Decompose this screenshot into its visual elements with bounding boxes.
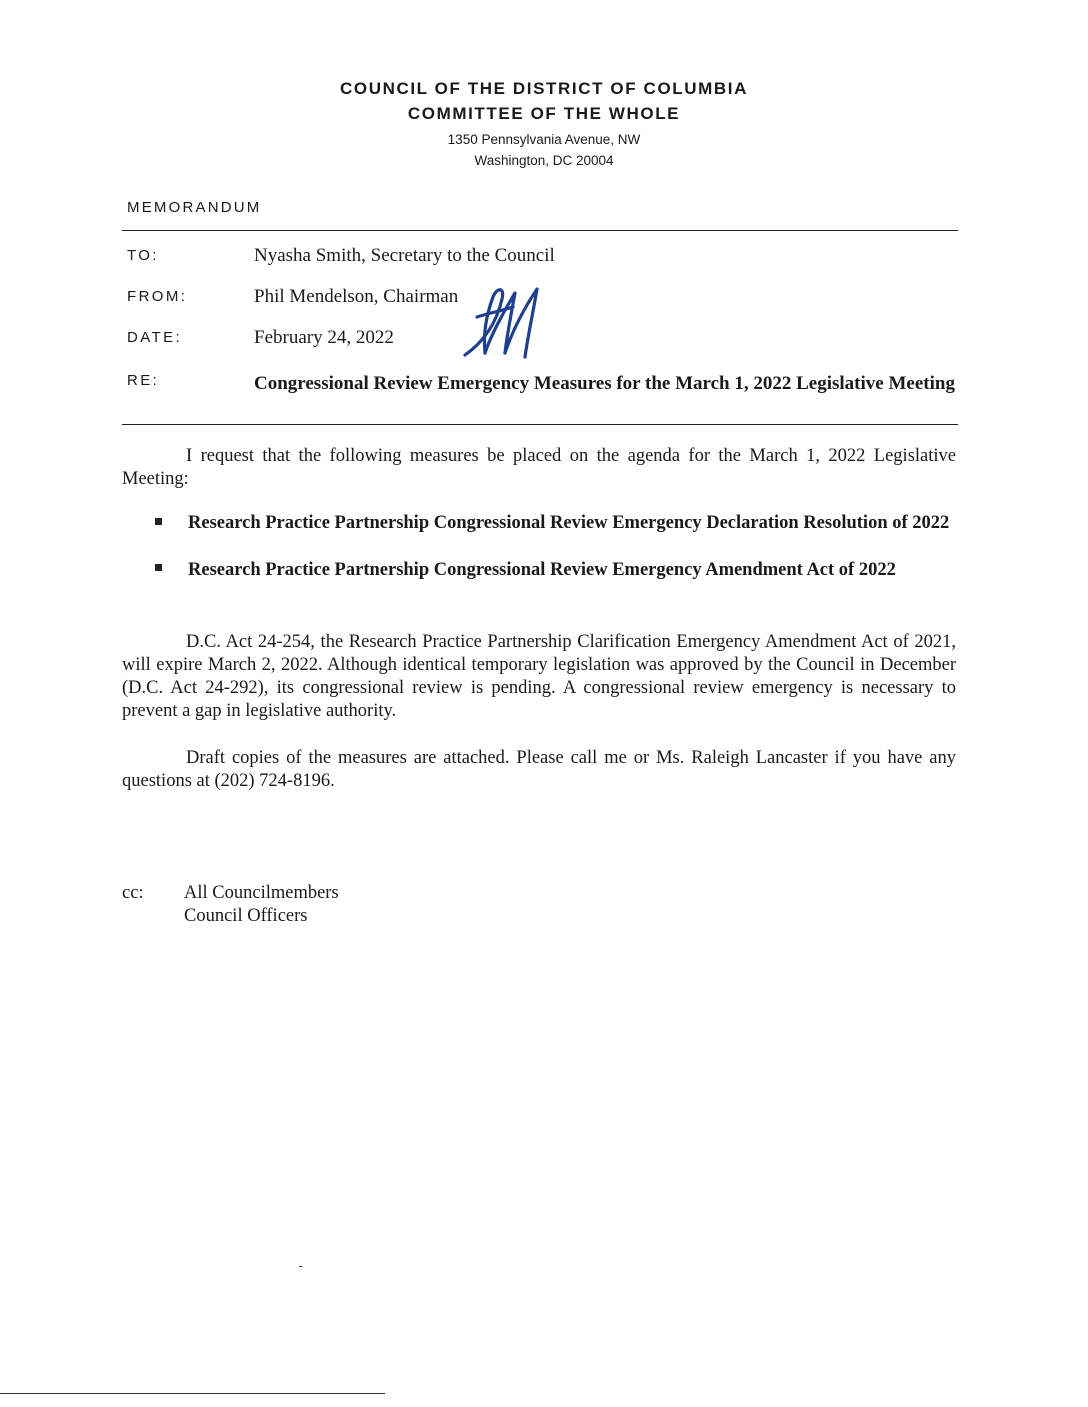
- address-line-2: Washington, DC 20004: [474, 153, 614, 168]
- footer-rule: [0, 1393, 385, 1394]
- to-label: TO:: [127, 247, 159, 264]
- cc-recipient: All Councilmembers: [184, 883, 339, 903]
- cc-label: cc:: [122, 883, 144, 903]
- re-label: RE:: [127, 372, 160, 389]
- date-label: DATE:: [127, 329, 183, 346]
- contact-paragraph: Draft copies of the measures are attached. Please call me or Ms. Raleigh Lancaster if you have any questions at (202) 724-8196.: [122, 748, 956, 791]
- scan-mark: [299, 1266, 302, 1267]
- memorandum-label: MEMORANDUM: [127, 199, 262, 216]
- measure-item: Research Practice Partnership Congressional Review Emergency Amendment Act of 2022: [188, 560, 896, 580]
- council-name: COUNCIL OF THE DISTRICT OF COLUMBIA: [340, 79, 748, 98]
- bullet-marker: [155, 518, 162, 525]
- expiration-paragraph: D.C. Act 24-254, the Research Practice Partnership Clarification Emergency Amendment Act of 2021, will expire March 2, 2022. Although identical temporary legislation was approved by the Council in December (D.C. Act 24-292), its congressional review is pending. A congressional review emergency is necessary to prevent a gap in legislative authority.: [122, 632, 956, 721]
- intro-paragraph: I request that the following measures be placed on the agenda for the March 1, 2022 Legislative Meeting:: [122, 446, 956, 489]
- measure-item: Research Practice Partnership Congressional Review Emergency Declaration Resolution of 2022: [188, 513, 950, 533]
- re-divider: [122, 424, 958, 425]
- bullet-marker: [155, 564, 162, 571]
- from-value: Phil Mendelson, Chairman: [254, 286, 459, 307]
- date-value: February 24, 2022: [254, 327, 394, 348]
- from-label: FROM:: [127, 288, 188, 305]
- re-value: Congressional Review Emergency Measures for the March 1, 2022 Legislative Meeting: [254, 373, 955, 394]
- cc-recipient: Council Officers: [184, 906, 308, 926]
- address-line-1: 1350 Pennsylvania Avenue, NW: [447, 132, 641, 147]
- committee-name: COMMITTEE OF THE WHOLE: [407, 104, 681, 123]
- header-divider: [122, 230, 958, 231]
- signature-image: [455, 283, 545, 363]
- to-value: Nyasha Smith, Secretary to the Council: [254, 245, 555, 266]
